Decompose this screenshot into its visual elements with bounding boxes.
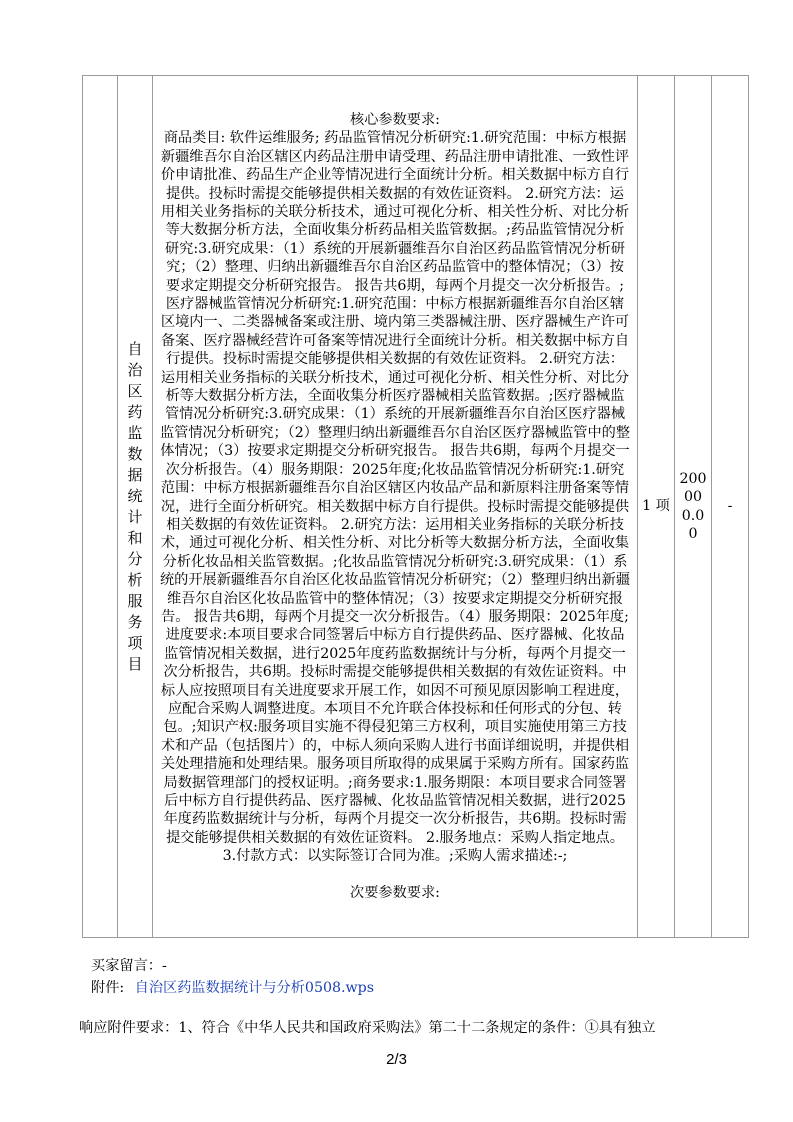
attachment-file-link[interactable]: 自治区药监数据统计与分析0508.wps [134, 980, 375, 996]
quantity-value: 1 项 [642, 498, 670, 515]
buyer-note-label: 买家留言： [91, 958, 162, 974]
quantity-cell [638, 76, 675, 938]
price-value: 200000.00 [679, 470, 707, 542]
page-number: 2/3 [386, 1051, 407, 1068]
attachment-line [91, 978, 374, 998]
core-params-body: 商品类目: 软件运维服务; 药品监管情况分析研究:1.研究范围：中标方根据新疆维吾尔自治区辖区内药品注册申请受理、药品注册申请批准、一致性评价申请批准、药品生产企业等情况进行全面统计分析。相关数据中标方自行提供。投标时需提交能够提供相关数据的有效佐证资料。 2.研究方法：运用相关业务指标的关联分析技术，通过可视化分析、相关性分析、对比分析等大数据分析方法，全面收集分析药品相关监管数据。;药品监管情况分析研究:3.研究成果：（1）系统的开展新疆维吾尔自治区药品监管情况分析研究；（2）整理、归纳出新疆维吾尔自治区药品监管中的整体情况；（3）按要求定期提交分析研究报告。 报告共6期，每两个月提交一次分析报告。;医疗器械监管情况分析研究:1.研究范围：中标方根据新疆维吾尔自治区辖区境内一、二类器械备案或注册、境内第三类器械注册、医疗器械生产许可备案、医疗器械经营许可备案等情况进行全面统计分析。相关数据中标方自行提供。投标时需提交能够提供相关数据的有效佐证资料。 2.研究方法：运用相关业务指标的关联分析技术，通过可视化分析、相关性分析、对比分析等大数据分析方法，全面收集分析医疗器械相关监管数据。;医疗器械监管情况分析研究:3.研究成果：（1）系统的开展新疆维吾尔自治区医疗器械监管情况分析研究；（2）整理归纳出新疆维吾尔自治区医疗器械监管中的整体情况；（3）按要求定期提交分析研究报告。 报告共6期，每两个月提交一次分析报告。（4）服务期限：2025年度;化妆品监管情况分析研究:1.研究范围：中标方根据新疆维吾尔自治区辖区内妆品产品和新原料注册备案等情况，进行全面分析研究。相关数据中标方自行提供。投标时需提交能够提供相关数据的有效佐证资料。 2.研究方法：运用相关业务指标的关联分析技术，通过可视化分析、相关性分析、对比分析等大数据分析方法，全面收集分析化妆品相关监管数据。;化妆品监管情况分析研究:3.研究成果：（1）系统的开展新疆维吾尔自治区化妆品监管情况分析研究；（2）整理归纳出新疆维吾尔自治区化妆品监管中的整体情况；（3）按要求定期提交分析研究报告。 报告共6期，每两个月提交一次分析报告。（4）服务期限：2025年度;进度要求:本项目要求合同签署后中标方自行提供药品、医疗器械、化妆品监管情况相关数据，进行2025年度药监数据统计与分析，每两个月提交一次分析报告，共6期。投标时需提交能够提供相关数据的有效佐证资料。中标人应按照项目有关进度要求开展工作，如因不可预见原因影响工程进度，应配合采购人调整进度。本项目不允许联合体投标和任何形式的分包、转包。;知识产权:服务项目实施不得侵犯第三方权利，项目实施使用第三方技术和产品（包括图片）的，中标人须向采购人进行书面详细说明，并提供相关处理措施和处理结果。服务项目所取得的成果属于采购方所有。国家药监局数据管理部门的授权证明。;商务要求:1.服务期限：本项目要求合同签署后中标方自行提供药品、医疗器械、化妆品监管情况相关数据，进行2025年度药监数据统计与分析，每两个月提交一次分析报告，共6期。投标时需提交能够提供相关数据的有效佐证资料。 2.服务地点：采购人指定地点。 3.付款方式：以实际签订合同为准。;采购人需求描述:-; [159, 130, 631, 865]
response-requirement: 响应附件要求：1、符合《中华人民共和国政府采购法》第二十二条规定的条件：①具有独立 [79, 1020, 656, 1036]
buyer-note-value: - [161, 958, 167, 974]
spec-content [153, 111, 637, 902]
empty-index-cell [83, 76, 118, 938]
buyer-note [91, 956, 167, 976]
item-name-cell [118, 76, 153, 938]
table-row [83, 76, 749, 938]
price-cell [675, 76, 712, 938]
spec-cell [153, 76, 638, 938]
item-name: 自治区药监数据统计和分析服务项目 [127, 339, 143, 673]
extra-cell [712, 76, 749, 938]
core-params-title: 核心参数要求: [350, 111, 440, 128]
attachment-label: 附件: [91, 980, 125, 996]
requirements-table [82, 75, 749, 938]
extra-value: - [727, 498, 733, 515]
secondary-params-title: 次要参数要求: [350, 884, 440, 901]
